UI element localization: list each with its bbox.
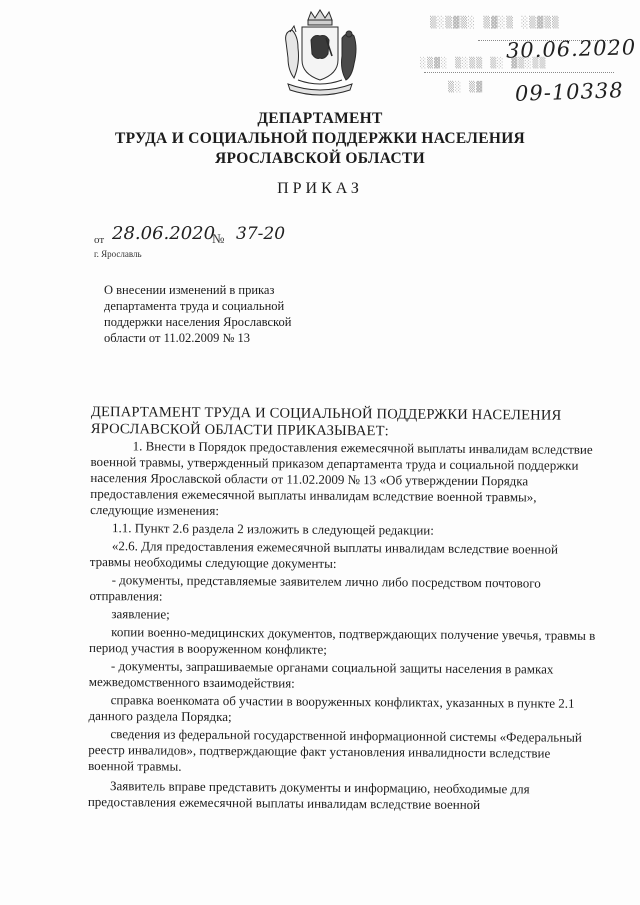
body-paragraph: заявление; — [111, 606, 170, 622]
document-type: ПРИКАЗ — [277, 180, 363, 197]
body-paragraph: копии военно-медицинских документов, подтверждающих получение увечья, травмы в период участия в вооруженном конфликте; — [89, 624, 596, 657]
subject-line: поддержки населения Ярославской — [104, 315, 292, 329]
body-paragraph: - документы, запрашиваемые органами социальной защиты населения в рамках межведомственного взаимодействия: — [88, 658, 554, 691]
body-paragraph: 1.1. Пункт 2.6 раздела 2 изложить в следующей редакции: — [111, 520, 434, 538]
order-subject — [104, 282, 384, 346]
order-preamble: ДЕПАРТАМЕНТ ТРУДА И СОЦИАЛЬНОЙ ПОДДЕРЖКИ НАСЕЛЕНИЯ ЯРОСЛАВСКОЙ ОБЛАСТИ ПРИКАЗЫВАЕТ: — [90, 404, 562, 440]
order-body — [88, 404, 601, 814]
body-paragraph: справка военкомата об участии в вооруженных конфликтах, указанных в пункте 2.1 данного раздела Порядка; — [88, 692, 575, 725]
coat-of-arms-emblem — [278, 8, 362, 100]
stamp-registration-number: 09-10338 — [514, 78, 625, 106]
order-number: 37-20 — [236, 224, 286, 244]
body-paragraph: сведения из федеральной государственной информационной системы «Федеральный реестр инвалидов», подтверждающие факт установления инвалидности вследствие военной травмы. — [88, 726, 582, 774]
registration-stamp: ▒░▒▓▒░ ▒▓░▒ ░▒▓▒▒ ░▒▓░ ▒░▒▒ ▒░ ▓▒░▒▒ ▒░ ▒▓ — [418, 10, 628, 106]
number-label: № — [212, 231, 225, 246]
subject-line: области от 11.02.2009 № 13 — [104, 331, 251, 345]
body-paragraph: Заявитель вправе представить документы и информацию, необходимые для предоставления ежемесячной выплаты инвалидам вследствие военной — [87, 778, 530, 813]
body-paragraph: - документы, представляемые заявителем лично либо посредством почтового отправления: — [89, 572, 541, 604]
stamp-date: 30.06.2020 — [505, 35, 637, 63]
subject-line: департамента труда и социальной — [104, 299, 285, 313]
order-date: 28.06.2020 — [112, 223, 216, 244]
date-label: от — [94, 234, 105, 246]
body-paragraph: «2.6. Для предоставления ежемесячной выплаты инвалидам вследствие военной травмы необходимы следующие документы: — [89, 538, 559, 571]
department-title-line-3: ЯРОСЛАВСКОЙ ОБЛАСТИ — [215, 150, 425, 167]
department-title-line-1: ДЕПАРТАМЕНТ — [257, 110, 383, 127]
subject-line: О внесении изменений в приказ — [104, 283, 275, 297]
body-paragraph: 1. Внести в Порядок предоставления ежемесячной выплаты инвалидам вследствие военной травмы, утвержденный приказом департамента труда и социальной поддержки населения Ярославской области от 11.02.2009 № 13 «Об утверждении Порядка предоставления ежемесячной выплаты инвалидам вследствие военной травмы», следующие изменения: — [90, 438, 593, 519]
department-title-line-2: ТРУДА И СОЦИАЛЬНОЙ ПОДДЕРЖКИ НАСЕЛЕНИЯ — [114, 130, 526, 147]
city-label: г. Ярославль — [94, 249, 142, 259]
